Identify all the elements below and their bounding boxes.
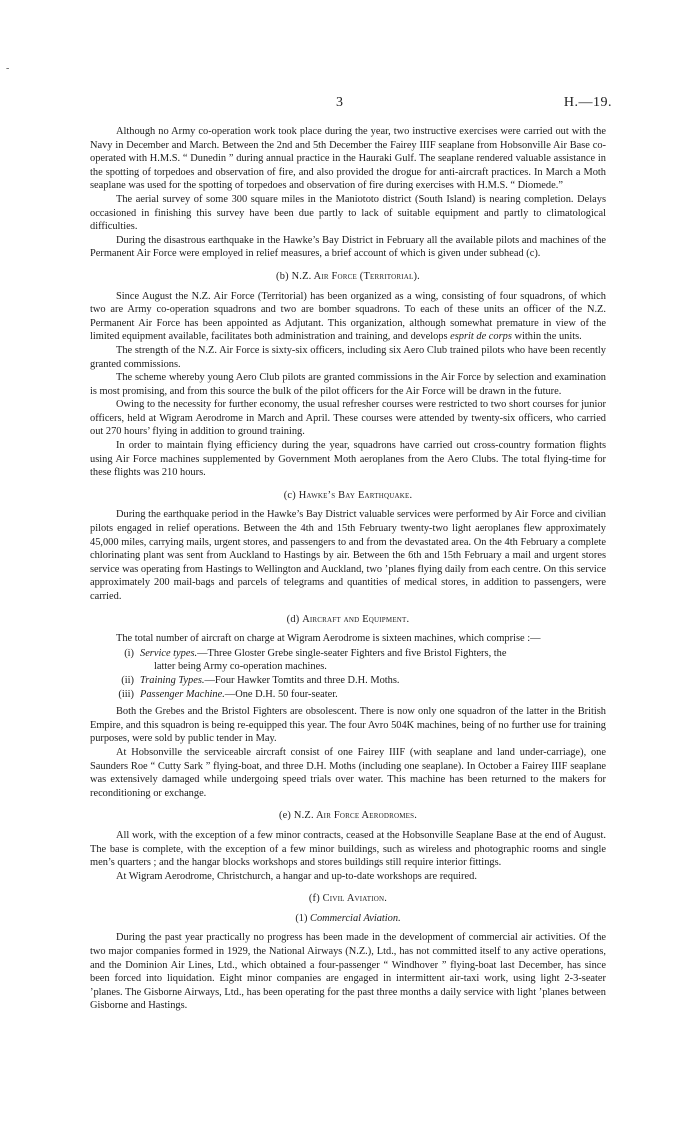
item-label: Service types.: [140, 647, 198, 659]
item-continuation: latter being Army co-operation machines.: [154, 661, 327, 673]
section-title: Hawke’s Bay Earthquake.: [298, 489, 413, 501]
paragraph: The aerial survey of some 300 square miles in the Maniototo district (South Island) is nearing completion. Delays occasioned in finishing this survey have been due partly to lack of suitable equipment and partly to climatological difficulties.: [90, 193, 606, 233]
section-heading-f: [90, 892, 606, 906]
list-item: [90, 688, 606, 702]
section-label: (e): [278, 810, 292, 822]
section-heading-c: [90, 489, 606, 503]
paragraph: All work, with the exception of a few minor contracts, ceased at the Hobsonville Seaplane Base at the end of August. The base is complete, with the exception of a few minor buildings, such as wireless and photographic rooms and single men’s quarters ; and the hangar blocks workshops and stores buildings still require interior fittings.: [90, 829, 606, 869]
italic-text: esprit de corps: [450, 331, 512, 343]
item-text: —Four Hawker Tomtits and three D.H. Moths.: [204, 674, 400, 686]
list-text: [140, 647, 606, 674]
list-number: (ii): [121, 674, 134, 686]
list-text: [140, 688, 606, 702]
paragraph: In order to maintain flying efficiency during the year, squadrons have carried out cross-country formation flights using Air Force machines supplemented by Government Moth aeroplanes from the Aero Clubs. The total flying-time for these flights was 210 hours.: [90, 440, 606, 479]
section-title: Civil Aviation.: [322, 893, 388, 905]
section-heading-e: [90, 809, 606, 823]
page-number: 3: [336, 95, 343, 110]
paragraph: During the past year practically no progress has been made in the development of commercial air activities. Of the two major companies formed in 1929, the National Airways (N.Z.), Ltd., has not committed itself to any active operations, and the Dominion Air Lines, Ltd., which obtained a four-passenger “ Windhover ” flying-boat last December, has since been forced into liquidation. Eight minor companies are engaged in intermittent air-taxi work, using light 2-3-seater ’planes. The Gisborne Airways, Ltd., has been operating for the past three months a daily service with light ’planes between Gisborne and Hastings.: [90, 932, 606, 1012]
paragraph: At Hobsonville the serviceable aircraft consist of one Fairey IIIF (with seaplane and land under-carriage), one Saunders Roe “ Cutty Sark ” flying-boat, and three D.H. Moths (including one seaplane). In October a Fairey IIIF seaplane was extensively damaged while undergoing speed trials over water. This machine has been returned to the makers for reconditioning or exchange.: [90, 746, 606, 799]
aircraft-list: [90, 647, 606, 701]
item-label: Passenger Machine.: [140, 688, 225, 700]
section-heading-d: [90, 613, 606, 627]
list-number: (i): [124, 647, 134, 659]
paragraph: Although no Army co-operation work took place during the year, two instructive exercises were carried out with the Navy in December and March. Between the 2nd and 5th December the Fairey IIIF seaplane from Hobsonville Air Base co-operated with H.M.S. “ Dunedin ” during annual practice in the Hauraki Gulf. The seaplane rendered valuable assistance in the spotting of torpedoes and observation of fire, and also provided the drogue for anti-aircraft practices. In March a Moth seaplane was used for the spotting of torpedoes and observation of fire during exercises with H.M.S. “ Diomede.”: [90, 126, 606, 192]
subsection-label: (1): [295, 912, 308, 924]
text: Since August the N.Z. Air Force (Territorial) has been organized as a wing, consisting of four squadrons, of which two are Army co-operation squadrons and two are bomber squadrons. To each of these units an officer of the N.Z. Permanent Air Force has been appointed as Adjutant. This organization, although somewhat premature in view of the limited equipment available, facilitates both administration and training, and develops: [90, 290, 606, 343]
section-title: Aircraft and Equipment.: [302, 613, 410, 625]
section-label: (f): [308, 893, 320, 905]
paragraph: [90, 290, 606, 344]
section-heading-b: [90, 270, 606, 284]
paragraph: The strength of the N.Z. Air Force is sixty-six officers, including six Aero Club trained pilots who have been recently granted commissions.: [90, 344, 606, 370]
margin-mark: -: [6, 63, 10, 74]
section-title: N.Z. Air Force (Territorial).: [291, 270, 420, 282]
section-label: (b): [276, 270, 289, 282]
subsection-heading: [90, 912, 606, 926]
item-label: Training Types.: [140, 674, 205, 686]
list-text: [140, 674, 606, 688]
page-header: [0, 95, 700, 115]
paragraph: At Wigram Aerodrome, Christchurch, a hangar and up-to-date workshops are required.: [116, 870, 477, 882]
document-reference: H.—19.: [563, 95, 612, 110]
paragraph: The scheme whereby young Aero Club pilots are granted commissions in the Air Force by selection and examination is most promising, and from this source the bulk of the pilot officers for the Air Force will be drawn in the future.: [90, 372, 606, 397]
subsection-title: Commercial Aviation.: [310, 912, 401, 924]
list-number: (iii): [118, 688, 134, 700]
section-label: (c): [283, 489, 296, 501]
item-text: —One D.H. 50 four-seater.: [224, 688, 338, 700]
text: within the units.: [514, 331, 582, 343]
list-item: [90, 674, 606, 688]
paragraph: Owing to the necessity for further economy, the usual refresher courses were restricted to two short courses for junior officers, held at Wigram Aerodrome in March and April. These courses were attended by twenty-six officers, who carried out 270 hours’ flying in addition to ground training.: [90, 399, 606, 438]
item-text: —Three Gloster Grebe single-seater Fighters and five Bristol Fighters, the: [197, 647, 507, 659]
section-label: (d): [286, 613, 300, 625]
section-title: N.Z. Air Force Aerodromes.: [293, 810, 418, 822]
document-body: [90, 125, 606, 1013]
list-item: [90, 647, 606, 674]
paragraph: Both the Grebes and the Bristol Fighters are obsolescent. There is now only one squadron of the latter in the British Empire, and this squadron is being re-equipped this year. The four Avro 504K machines, being of no further use for training purposes, were sold by public tender in May.: [90, 706, 606, 745]
paragraph: The total number of aircraft on charge at Wigram Aerodrome is sixteen machines, which comprise :—: [116, 633, 541, 645]
paragraph: During the disastrous earthquake in the Hawke’s Bay District in February all the available pilots and machines of the Permanent Air Force were employed in relief measures, a brief account of which is given under subhead (c).: [90, 234, 606, 260]
paragraph: During the earthquake period in the Hawke’s Bay District valuable services were performed by Air Force and civilian pilots engaged in relief operations. Between the 4th and 15th February twenty-two light aeroplanes flew approximately 45,000 miles, carrying mails, urgent stores, and passengers to and from the devastated area. On the 4th February a complete chlorinating plant was sent from Auckland to Hastings by air. Between the 6th and 15th February a mail and urgent stores service was operating from Hastings to Wellington and Auckland, two ’planes flying daily from each centre. On this service approximately 200 mail-bags and parcels of telegrams and quantities of medical stores, in addition to passengers, were carried.: [90, 509, 606, 602]
